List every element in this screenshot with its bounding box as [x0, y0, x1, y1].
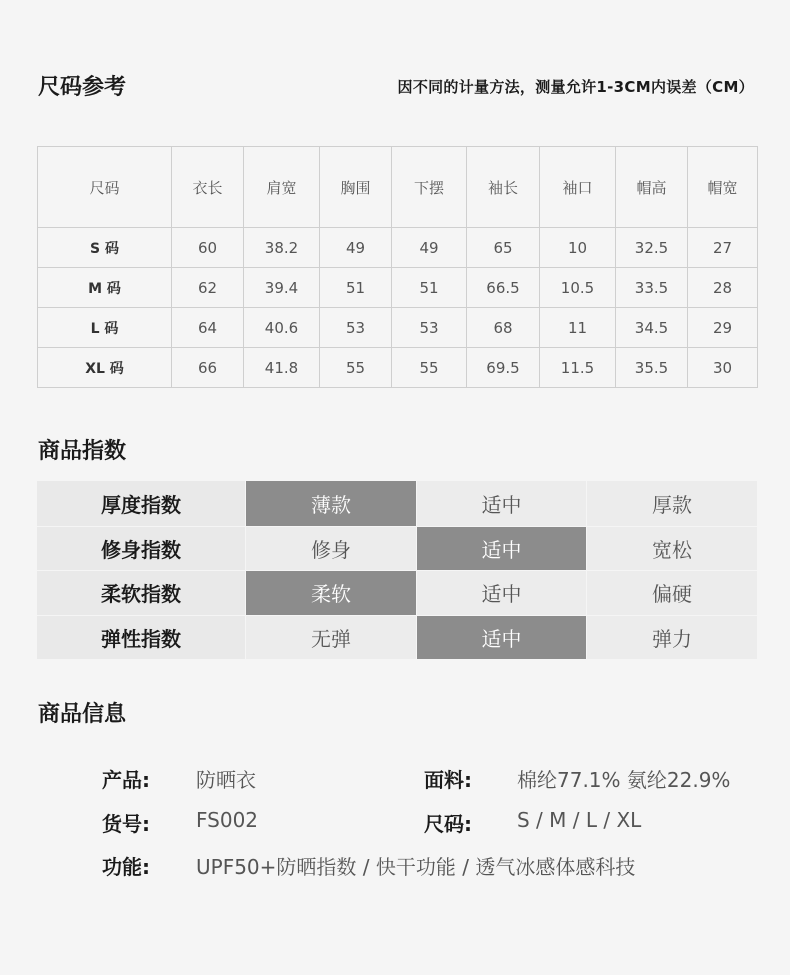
size-value: S / M / L / XL [517, 808, 642, 832]
table-cell: 29 [688, 308, 758, 348]
index-label: 修身指数 [37, 527, 245, 571]
index-option-selected: 薄款 [245, 481, 416, 526]
size-cell: M 码 [38, 268, 172, 308]
table-cell: 53 [392, 308, 467, 348]
table-cell: 66.5 [467, 268, 540, 308]
table-row [38, 268, 758, 308]
size-cell: L 码 [38, 308, 172, 348]
table-cell: 55 [392, 348, 467, 388]
table-cell: 27 [688, 228, 758, 268]
table-cell: 64 [172, 308, 244, 348]
index-option: 适中 [416, 481, 586, 526]
header-hem: 下摆 [392, 147, 467, 228]
table-cell: 69.5 [467, 348, 540, 388]
table-cell: 60 [172, 228, 244, 268]
table-cell: 51 [320, 268, 392, 308]
table-cell: 49 [392, 228, 467, 268]
product-key: 产品: [102, 768, 150, 792]
header-hood-width: 帽宽 [688, 147, 758, 228]
table-cell: 28 [688, 268, 758, 308]
index-option: 厚款 [586, 481, 757, 526]
table-cell: 41.8 [244, 348, 320, 388]
header-size: 尺码 [38, 147, 172, 228]
index-label: 弹性指数 [37, 616, 245, 660]
table-cell: 38.2 [244, 228, 320, 268]
table-cell: 62 [172, 268, 244, 308]
table-cell: 39.4 [244, 268, 320, 308]
index-option: 修身 [245, 527, 416, 571]
index-option: 弹力 [586, 616, 757, 660]
header-chest: 胸围 [320, 147, 392, 228]
header-cuff: 袖口 [540, 147, 616, 228]
header-hood-height: 帽高 [616, 147, 688, 228]
size-cell: XL 码 [38, 348, 172, 388]
table-cell: 40.6 [244, 308, 320, 348]
table-cell: 68 [467, 308, 540, 348]
index-option: 偏硬 [586, 571, 757, 615]
header-length: 衣长 [172, 147, 244, 228]
index-row-softness [37, 570, 757, 615]
item-no-value: FS002 [196, 808, 259, 832]
index-label: 柔软指数 [37, 571, 245, 615]
index-row-thickness [37, 481, 757, 526]
index-option: 宽松 [586, 527, 757, 571]
table-row [38, 228, 758, 268]
table-cell: 51 [392, 268, 467, 308]
index-option: 适中 [416, 571, 586, 615]
index-label: 厚度指数 [37, 481, 245, 526]
table-cell: 55 [320, 348, 392, 388]
index-grid [37, 481, 757, 659]
table-cell: 53 [320, 308, 392, 348]
size-table [37, 146, 758, 388]
header-shoulder: 肩宽 [244, 147, 320, 228]
table-cell: 35.5 [616, 348, 688, 388]
table-cell: 11.5 [540, 348, 616, 388]
table-cell: 10.5 [540, 268, 616, 308]
function-key: 功能: [102, 855, 150, 879]
size-section-title: 尺码参考 [38, 75, 127, 100]
table-cell: 66 [172, 348, 244, 388]
index-option-selected: 柔软 [245, 571, 416, 615]
index-row-elasticity [37, 615, 757, 660]
size-table-header [38, 147, 758, 228]
info-section-title: 商品信息 [38, 702, 127, 727]
fabric-value: 棉纶77.1% 氨纶22.9% [517, 768, 731, 792]
table-cell: 33.5 [616, 268, 688, 308]
index-row-fit [37, 526, 757, 571]
table-cell: 65 [467, 228, 540, 268]
table-row [38, 308, 758, 348]
table-cell: 11 [540, 308, 616, 348]
index-option: 无弹 [245, 616, 416, 660]
fabric-key: 面料: [424, 768, 472, 792]
table-cell: 32.5 [616, 228, 688, 268]
table-cell: 10 [540, 228, 616, 268]
index-section-title: 商品指数 [38, 439, 127, 464]
measurement-note: 因不同的计量方法，测量允许1-3CM内误差（CM） [397, 78, 754, 96]
table-cell: 34.5 [616, 308, 688, 348]
header-sleeve-length: 袖长 [467, 147, 540, 228]
item-no-key: 货号: [102, 812, 150, 836]
function-value: UPF50+防晒指数 / 快干功能 / 透气冰感体感科技 [196, 855, 636, 879]
size-cell: S 码 [38, 228, 172, 268]
table-row [38, 348, 758, 388]
size-key: 尺码: [424, 812, 472, 836]
table-cell: 49 [320, 228, 392, 268]
product-value: 防晒衣 [196, 768, 256, 792]
table-cell: 30 [688, 348, 758, 388]
index-option-selected: 适中 [416, 527, 586, 571]
index-option-selected: 适中 [416, 616, 586, 660]
